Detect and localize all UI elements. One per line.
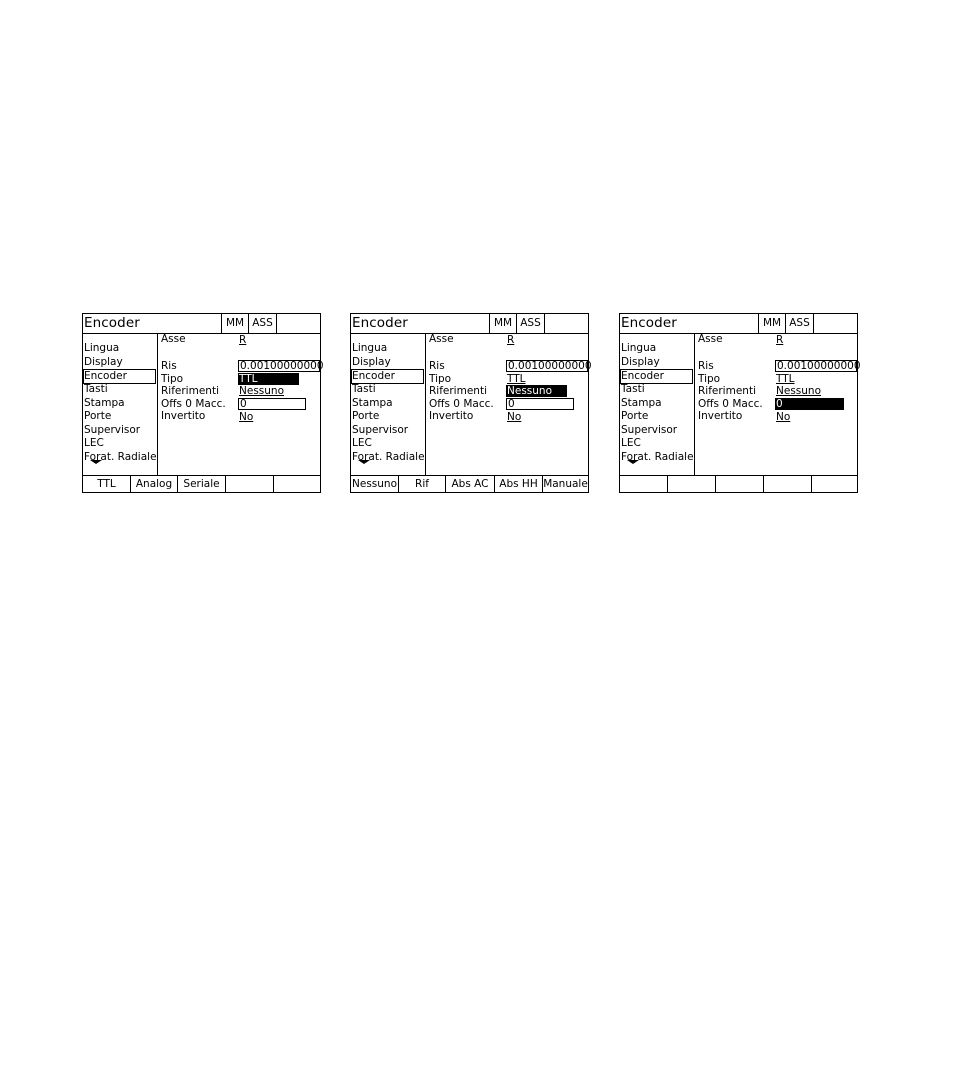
- riferimenti-field[interactable]: Nessuno: [776, 385, 821, 397]
- ris-field[interactable]: 0.00100000000: [240, 360, 324, 372]
- softkey-1[interactable]: [620, 476, 668, 493]
- invertito-label: Invertito: [698, 410, 743, 422]
- encoder-screen-2: [350, 313, 592, 493]
- setup-menu: [83, 334, 158, 475]
- softkey-bar: [351, 475, 588, 492]
- offs-label: Offs 0 Macc.: [161, 398, 226, 410]
- tipo-field[interactable]: TTL: [507, 373, 526, 385]
- softkey-3[interactable]: [716, 476, 764, 493]
- ris-field[interactable]: 0.00100000000: [777, 360, 861, 372]
- softkey-4[interactable]: [226, 476, 274, 493]
- invertito-label: Invertito: [429, 410, 474, 422]
- asse-value[interactable]: R: [776, 334, 784, 346]
- softkey-analog[interactable]: Analog: [131, 476, 178, 493]
- mode-indicator: ASS: [516, 314, 544, 333]
- offs-field[interactable]: 0: [506, 398, 574, 410]
- menu-item-lec[interactable]: LEC: [352, 437, 372, 449]
- menu-item-lingua[interactable]: Lingua: [621, 342, 657, 354]
- title-bar: [351, 314, 588, 334]
- riferimenti-label: Riferimenti: [698, 385, 756, 397]
- menu-item-supervisor[interactable]: Supervisor: [621, 424, 678, 436]
- invertito-field[interactable]: No: [239, 411, 254, 423]
- softkey-5[interactable]: [812, 476, 857, 493]
- mode-indicator: ASS: [248, 314, 276, 333]
- encoder-screen-3: [619, 313, 861, 493]
- ris-label: Ris: [161, 360, 177, 372]
- menu-item-tasti[interactable]: Tasti: [621, 383, 645, 395]
- tipo-label: Tipo: [698, 373, 721, 385]
- tipo-field[interactable]: TTL: [238, 373, 299, 385]
- asse-label: Asse: [698, 333, 723, 345]
- menu-item-encoder[interactable]: Encoder: [352, 370, 423, 383]
- tipo-field[interactable]: TTL: [776, 373, 795, 385]
- scroll-down-arrow-icon[interactable]: [90, 460, 102, 464]
- ris-field[interactable]: 0.00100000000: [508, 360, 592, 372]
- softkey-rif[interactable]: Rif: [399, 476, 446, 493]
- setup-menu: [351, 334, 426, 475]
- unit-indicator: MM: [221, 314, 248, 333]
- softkey-2[interactable]: [668, 476, 716, 493]
- tipo-label: Tipo: [161, 373, 184, 385]
- tipo-label: Tipo: [429, 373, 452, 385]
- riferimenti-label: Riferimenti: [161, 385, 219, 397]
- title-bar: [620, 314, 857, 334]
- menu-item-porte[interactable]: Porte: [352, 410, 380, 422]
- menu-item-supervisor[interactable]: Supervisor: [352, 424, 409, 436]
- status-cell: [276, 314, 320, 333]
- menu-item-lingua[interactable]: Lingua: [84, 342, 120, 354]
- menu-item-lingua[interactable]: Lingua: [352, 342, 388, 354]
- asse-value[interactable]: R: [507, 334, 515, 346]
- asse-label: Asse: [429, 333, 454, 345]
- invertito-label: Invertito: [161, 410, 206, 422]
- menu-item-display[interactable]: Display: [84, 356, 123, 368]
- menu-item-stampa[interactable]: Stampa: [621, 397, 662, 409]
- menu-item-lec[interactable]: LEC: [621, 437, 641, 449]
- softkey-abs-hh[interactable]: Abs HH: [495, 476, 543, 493]
- softkey-bar: [83, 475, 320, 492]
- offs-field[interactable]: 0: [238, 398, 306, 410]
- riferimenti-field[interactable]: Nessuno: [239, 385, 284, 397]
- offs-label: Offs 0 Macc.: [698, 398, 763, 410]
- menu-item-supervisor[interactable]: Supervisor: [84, 424, 141, 436]
- invertito-field[interactable]: No: [507, 411, 522, 423]
- setup-menu: [620, 334, 695, 475]
- menu-item-stampa[interactable]: Stampa: [84, 397, 125, 409]
- riferimenti-label: Riferimenti: [429, 385, 487, 397]
- softkey-seriale[interactable]: Seriale: [178, 476, 226, 493]
- riferimenti-field[interactable]: Nessuno: [506, 385, 567, 397]
- menu-item-forat-radiale[interactable]: Forat. Radiale: [621, 451, 694, 463]
- mode-indicator: ASS: [785, 314, 813, 333]
- softkey-bar: [620, 475, 857, 492]
- menu-item-encoder[interactable]: Encoder: [84, 370, 155, 383]
- scroll-down-arrow-icon[interactable]: [627, 460, 639, 464]
- encoder-screen-1: [82, 313, 324, 493]
- ris-label: Ris: [698, 360, 714, 372]
- unit-indicator: MM: [758, 314, 785, 333]
- softkey-ttl[interactable]: TTL: [83, 476, 131, 493]
- menu-item-tasti[interactable]: Tasti: [352, 383, 376, 395]
- softkey-abs-ac[interactable]: Abs AC: [446, 476, 495, 493]
- menu-item-tasti[interactable]: Tasti: [84, 383, 108, 395]
- asse-label: Asse: [161, 333, 186, 345]
- screen-title: Encoder: [352, 315, 408, 331]
- ris-label: Ris: [429, 360, 445, 372]
- menu-item-porte[interactable]: Porte: [621, 410, 649, 422]
- offs-label: Offs 0 Macc.: [429, 398, 494, 410]
- screen-title: Encoder: [84, 315, 140, 331]
- screen-title: Encoder: [621, 315, 677, 331]
- invertito-field[interactable]: No: [776, 411, 791, 423]
- menu-item-porte[interactable]: Porte: [84, 410, 112, 422]
- menu-item-encoder[interactable]: Encoder: [621, 370, 692, 383]
- offs-field[interactable]: 0: [775, 398, 844, 410]
- menu-item-forat-radiale[interactable]: Forat. Radiale: [84, 451, 157, 463]
- title-bar: [83, 314, 320, 334]
- menu-item-stampa[interactable]: Stampa: [352, 397, 393, 409]
- unit-indicator: MM: [489, 314, 516, 333]
- softkey-nessuno[interactable]: Nessuno: [351, 476, 399, 493]
- status-cell: [813, 314, 857, 333]
- menu-item-display[interactable]: Display: [621, 356, 660, 368]
- asse-value[interactable]: R: [239, 334, 247, 346]
- scroll-down-arrow-icon[interactable]: [358, 460, 370, 464]
- menu-item-lec[interactable]: LEC: [84, 437, 104, 449]
- softkey-4[interactable]: [764, 476, 812, 493]
- softkey-5[interactable]: [274, 476, 320, 493]
- menu-item-display[interactable]: Display: [352, 356, 391, 368]
- status-cell: [544, 314, 588, 333]
- menu-item-forat-radiale[interactable]: Forat. Radiale: [352, 451, 425, 463]
- softkey-manuale[interactable]: Manuale: [543, 478, 588, 490]
